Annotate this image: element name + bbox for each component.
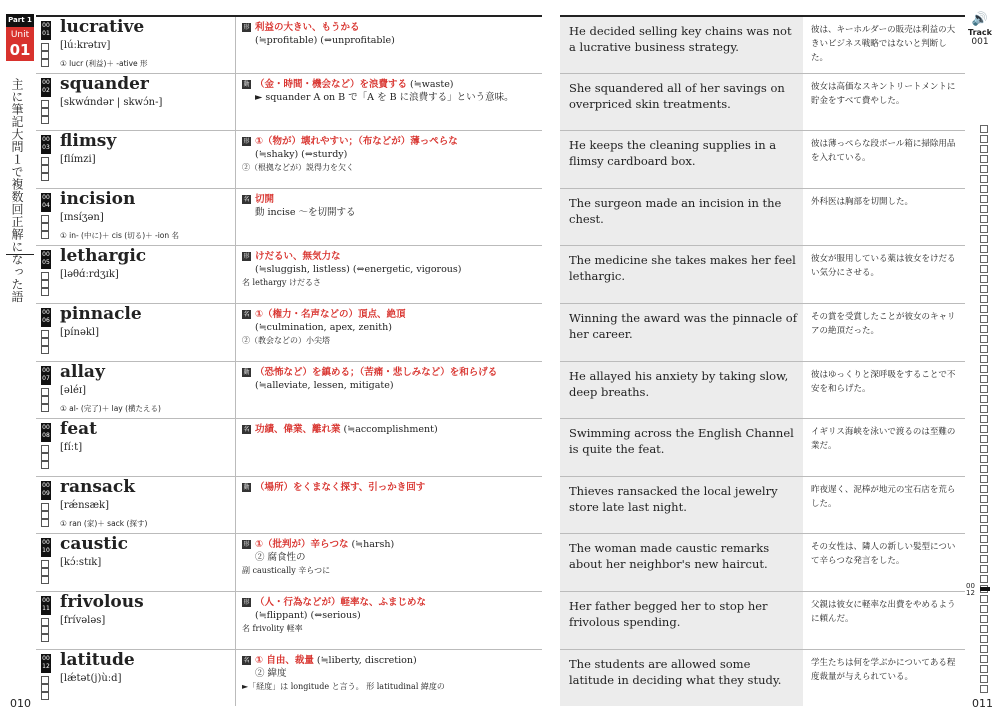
checkbox[interactable] bbox=[41, 388, 49, 396]
example-translation: その女性は、隣人の新しい髪型について辛らつな発言をした。 bbox=[811, 542, 956, 567]
part-of-speech-badge: 動 bbox=[243, 368, 250, 376]
entry-number: 00 06 bbox=[41, 308, 51, 327]
progress-box bbox=[980, 335, 988, 343]
example-sentence: The surgeon made an incision in the chest. bbox=[569, 195, 782, 226]
definition-main: ①（権力・名声などの）頂点、絶頂 bbox=[255, 308, 406, 320]
progress-box bbox=[980, 285, 988, 293]
definition bbox=[242, 654, 532, 693]
progress-box bbox=[980, 515, 988, 523]
part-of-speech-badge: 名 bbox=[243, 426, 250, 434]
checkbox[interactable] bbox=[41, 288, 49, 296]
headword: feat bbox=[60, 419, 97, 440]
checkbox[interactable] bbox=[41, 108, 49, 116]
entry-number: 00 10 bbox=[41, 538, 51, 557]
checkbox[interactable] bbox=[41, 503, 49, 511]
definition-line-3: 名 lethargy けだるさ bbox=[242, 278, 321, 288]
headword: caustic bbox=[60, 534, 128, 555]
divider bbox=[6, 254, 34, 255]
progress-box bbox=[980, 235, 988, 243]
entry-row bbox=[36, 533, 542, 591]
progress-box bbox=[980, 205, 988, 213]
progress-box bbox=[980, 645, 988, 653]
part-of-speech-badge: 形 bbox=[243, 253, 250, 261]
checkbox[interactable] bbox=[41, 676, 49, 684]
etymology: ① lucr (利益)＋ -ative 形 bbox=[60, 59, 148, 68]
pronunciation: [lúːkrətɪv] bbox=[60, 40, 111, 51]
checkbox[interactable] bbox=[41, 272, 49, 280]
progress-box bbox=[980, 605, 988, 613]
progress-box bbox=[980, 275, 988, 283]
definition-main: ①（物が）壊れやすい；（布などが）薄っぺらな bbox=[255, 136, 458, 148]
progress-box bbox=[980, 135, 988, 143]
checkbox[interactable] bbox=[41, 511, 49, 519]
column-divider bbox=[235, 477, 236, 534]
progress-box bbox=[980, 555, 988, 563]
checkbox[interactable] bbox=[41, 223, 49, 231]
pronunciation: [frívələs] bbox=[60, 614, 106, 626]
example-translation: 昨夜遅く、泥棒が地元の宝石店を荒らした。 bbox=[811, 484, 956, 509]
definition-line-2: (≒shaky) (⇔sturdy) bbox=[255, 149, 348, 161]
definition-line-2: (≒flippant) (⇔serious) bbox=[255, 609, 361, 621]
example-sentence: He decided selling key chains was not a lucrative business strategy. bbox=[569, 24, 792, 54]
progress-box bbox=[980, 425, 988, 433]
column-divider bbox=[235, 419, 236, 476]
definition bbox=[242, 193, 532, 219]
entry-number: 00 03 bbox=[41, 135, 51, 154]
pronunciation: [fíːt] bbox=[60, 442, 83, 454]
progress-box bbox=[980, 535, 988, 543]
headword: lucrative bbox=[60, 17, 145, 37]
progress-marker bbox=[980, 587, 990, 591]
progress-box bbox=[980, 415, 988, 423]
pronunciation: [lǽtət(j)ùːd] bbox=[60, 672, 122, 684]
headword: flimsy bbox=[60, 131, 117, 152]
entry-number: 00 02 bbox=[41, 78, 51, 97]
part-tab: Part 1 bbox=[6, 14, 34, 27]
progress-box bbox=[980, 315, 988, 323]
definition-main: ① 自由、裁量 bbox=[255, 654, 314, 666]
column-divider bbox=[235, 246, 236, 303]
definition bbox=[242, 596, 532, 635]
progress-box bbox=[980, 505, 988, 513]
definition-synonyms: (≒waste) bbox=[407, 78, 454, 90]
headword: frivolous bbox=[60, 591, 144, 612]
entry-row bbox=[36, 303, 542, 361]
etymology: ① ran (家)＋ sack (探す) bbox=[60, 518, 148, 528]
checkbox[interactable] bbox=[41, 280, 49, 288]
pronunciation: [ləθɑ́ːrdʒɪk] bbox=[60, 269, 119, 281]
example-row bbox=[560, 245, 965, 303]
progress-box bbox=[980, 215, 988, 223]
checkbox[interactable] bbox=[41, 519, 49, 527]
progress-box bbox=[980, 665, 988, 673]
example-translation: 父親は彼女に軽率な出費をやめるように頼んだ。 bbox=[811, 599, 956, 624]
checkbox[interactable] bbox=[41, 568, 49, 576]
progress-box bbox=[980, 525, 988, 533]
example-row bbox=[560, 15, 965, 73]
progress-label: 00 bbox=[966, 582, 975, 590]
entry-number: 00 11 bbox=[41, 596, 51, 615]
column-divider bbox=[235, 304, 236, 361]
checkbox[interactable] bbox=[41, 396, 49, 404]
checkbox[interactable] bbox=[41, 461, 49, 469]
definition-main: （人・行為などが）軽率な、ふまじめな bbox=[255, 596, 427, 608]
progress-box bbox=[980, 365, 988, 373]
example-translation: 彼女は高価なスキントリートメントに貯金をすべて費やした。 bbox=[811, 81, 956, 106]
progress-box bbox=[980, 125, 988, 133]
entry-row bbox=[36, 418, 542, 476]
example-row bbox=[560, 649, 965, 707]
example-row bbox=[560, 591, 965, 649]
example-row bbox=[560, 476, 965, 534]
checkbox[interactable] bbox=[41, 165, 49, 173]
definition bbox=[242, 538, 532, 577]
definition-line-3: ②（根拠などが）説得力を欠く bbox=[242, 163, 354, 173]
progress-box bbox=[980, 635, 988, 643]
example-sentence: The medicine she takes makes her feel lethargic. bbox=[569, 253, 796, 284]
example-translation: 彼はゆっくりと深呼吸をすることで不安を和らげた。 bbox=[811, 369, 956, 394]
checkbox[interactable] bbox=[41, 330, 49, 338]
entry-row bbox=[36, 15, 542, 73]
definition-main: 功績、偉業、離れ業 bbox=[255, 424, 341, 436]
track-number: 001 bbox=[971, 37, 989, 47]
column-divider bbox=[235, 650, 236, 707]
entry-number: 00 09 bbox=[41, 481, 51, 500]
entry-row bbox=[36, 245, 542, 303]
progress-box bbox=[980, 545, 988, 553]
page-number-right: 011 bbox=[972, 697, 993, 710]
column-divider bbox=[235, 362, 236, 419]
example-sentence: Winning the award was the pinnacle of her career. bbox=[569, 310, 797, 341]
definition bbox=[242, 135, 532, 174]
entry-row bbox=[36, 130, 542, 188]
audio-track[interactable] bbox=[965, 12, 995, 47]
example-translation: その賞を受賞したことが彼女のキャリアの絶頂だった。 bbox=[811, 311, 956, 336]
checkbox[interactable] bbox=[41, 634, 49, 642]
example-sentence: Swimming across the English Channel is quite the feat. bbox=[569, 426, 794, 457]
definition-main: 利益の大きい、もうかる bbox=[255, 22, 360, 33]
part-of-speech-badge: 動 bbox=[243, 483, 250, 491]
checkbox[interactable] bbox=[41, 100, 49, 108]
pronunciation: [rǽnsæk] bbox=[60, 499, 110, 511]
progress-box bbox=[980, 145, 988, 153]
checkbox[interactable] bbox=[41, 560, 49, 568]
progress-box bbox=[980, 385, 988, 393]
etymology: ① in- (中に)＋ cis (切る)＋ -ion 名 bbox=[60, 230, 180, 240]
pronunciation: [ɪnsíʒən] bbox=[60, 211, 104, 223]
example-sentence: She squandered all of her savings on overpriced skin treatments. bbox=[569, 80, 785, 111]
column-divider bbox=[235, 534, 236, 591]
checkbox[interactable] bbox=[41, 692, 49, 700]
progress-box bbox=[980, 495, 988, 503]
headword: ransack bbox=[60, 476, 136, 497]
unit-label: Unit bbox=[10, 30, 30, 40]
progress-box bbox=[980, 465, 988, 473]
example-row bbox=[560, 303, 965, 361]
definition-main: （場所）をくまなく探す、引っかき回す bbox=[255, 481, 426, 493]
entry-row bbox=[36, 649, 542, 707]
definition bbox=[242, 308, 532, 347]
definition-line-2: ② 腐食性の bbox=[255, 552, 306, 564]
progress-indicator bbox=[966, 583, 975, 597]
progress-box bbox=[980, 655, 988, 663]
progress-box bbox=[980, 405, 988, 413]
definition-line-3: ②（教会などの）小尖塔 bbox=[242, 335, 330, 345]
column-divider bbox=[235, 74, 236, 131]
definition-line-3: ►「経度」は longitude と言う。 形 latitudinal 緯度の bbox=[242, 681, 445, 691]
part-of-speech-badge: 形 bbox=[243, 24, 250, 31]
column-divider bbox=[235, 189, 236, 246]
headword: lethargic bbox=[60, 246, 147, 267]
progress-box bbox=[980, 345, 988, 353]
example-translation: 彼は、キーホルダーの販売は利益の大きいビジネス戦略ではないと判断した。 bbox=[811, 25, 956, 63]
progress-box bbox=[980, 475, 988, 483]
example-translation: 学生たちは何を学ぶかについてある程度裁量が与えられている。 bbox=[811, 657, 956, 682]
left-gutter bbox=[0, 0, 34, 723]
progress-box bbox=[980, 615, 988, 623]
example-sentence: The students are allowed some latitude in deciding what they study. bbox=[569, 656, 782, 687]
example-sentence: The woman made caustic remarks about her neighbor's new haircut. bbox=[569, 541, 770, 572]
example-translation: 外科医は胸部を切開した。 bbox=[811, 196, 914, 207]
pronunciation: [kɔ́ːstɪk] bbox=[60, 557, 102, 569]
progress-box bbox=[980, 435, 988, 443]
entry-number: 00 04 bbox=[41, 193, 51, 212]
checkbox[interactable] bbox=[41, 346, 49, 354]
example-translation: 彼女が服用している薬は彼女をけだるい気分にさせる。 bbox=[811, 254, 956, 279]
checkbox[interactable] bbox=[41, 445, 49, 453]
etymology: ① al- (完了)＋ lay (横たえる) bbox=[60, 403, 161, 413]
checkbox[interactable] bbox=[41, 173, 49, 181]
definition-line-2: (≒sluggish, listless) (⇔energetic, vigorous) bbox=[255, 264, 462, 276]
definition-line-2: 動 incise ～を切開する bbox=[255, 206, 356, 218]
example-row bbox=[560, 418, 965, 476]
progress-box bbox=[980, 185, 988, 193]
example-sentence: He keeps the cleaning supplies in a flimsy cardboard box. bbox=[569, 138, 777, 169]
column-divider bbox=[235, 592, 236, 649]
checkbox[interactable] bbox=[41, 404, 49, 412]
speaker-icon: 🔊 bbox=[971, 12, 989, 27]
example-sentence: Her father begged her to stop her frivolous spending. bbox=[569, 598, 768, 629]
checkbox[interactable] bbox=[41, 576, 49, 584]
example-row bbox=[560, 533, 965, 591]
definition-line-2: ② 緯度 bbox=[255, 667, 287, 679]
progress-box bbox=[980, 395, 988, 403]
progress-box bbox=[980, 155, 988, 163]
entry-number: 00 01 bbox=[41, 21, 51, 40]
definition-line-2: (≒culmination, apex, zenith) bbox=[255, 321, 392, 333]
definition-main: けだるい、無気力な bbox=[255, 251, 341, 263]
column-divider bbox=[235, 17, 236, 73]
progress-box bbox=[980, 485, 988, 493]
definition-line-2: (≒profitable) (⇔unprofitable) bbox=[255, 35, 395, 46]
checkbox[interactable] bbox=[41, 338, 49, 346]
checkbox[interactable] bbox=[41, 231, 49, 239]
entry-number: 00 08 bbox=[41, 423, 51, 442]
page-number-left: 010 bbox=[10, 697, 31, 710]
definition bbox=[242, 21, 532, 47]
progress-box bbox=[980, 565, 988, 573]
vocab-list bbox=[36, 15, 542, 706]
headword: pinnacle bbox=[60, 303, 142, 324]
definition-main: （金・時間・機会など）を浪費する bbox=[255, 78, 408, 90]
entry-number: 00 12 bbox=[41, 654, 51, 673]
checkbox[interactable] bbox=[41, 59, 49, 67]
example-row bbox=[560, 130, 965, 188]
example-row bbox=[560, 361, 965, 419]
progress-checkboxes bbox=[980, 125, 988, 695]
headword: latitude bbox=[60, 649, 135, 670]
entry-row bbox=[36, 188, 542, 246]
definition-main: ①（批判が）辛らつな bbox=[255, 539, 349, 551]
definition-line-3: 名 frivolity 軽率 bbox=[242, 623, 303, 633]
definition-line-2: ► squander A on B で「A を B に浪費する」という意味。 bbox=[255, 91, 514, 103]
part-of-speech-badge: 動 bbox=[243, 80, 250, 88]
headword: squander bbox=[60, 73, 149, 94]
checkbox[interactable] bbox=[41, 626, 49, 634]
definition-line-3: 副 caustically 辛らつに bbox=[242, 566, 331, 576]
example-sentence: Thieves ransacked the local jewelry store late last night. bbox=[569, 483, 778, 514]
headword: incision bbox=[60, 188, 136, 209]
definition-synonyms: (≒accomplishment) bbox=[340, 424, 438, 436]
unit-number: 01 bbox=[9, 41, 31, 59]
pronunciation: [əléɪ] bbox=[60, 384, 87, 396]
example-row bbox=[560, 188, 965, 246]
progress-box bbox=[980, 175, 988, 183]
part-of-speech-badge: 名 bbox=[243, 656, 250, 664]
progress-box bbox=[980, 685, 988, 693]
part-of-speech-badge: 形 bbox=[243, 598, 250, 606]
progress-box bbox=[980, 165, 988, 173]
progress-box bbox=[980, 225, 988, 233]
definition-main: （恐怖など）を鎮める；（苦痛・悲しみなど）を和らげる bbox=[255, 366, 498, 378]
checkbox[interactable] bbox=[41, 215, 49, 223]
definition bbox=[242, 366, 532, 392]
progress-box bbox=[980, 675, 988, 683]
checkbox[interactable] bbox=[41, 453, 49, 461]
definition bbox=[242, 250, 532, 289]
entry-row bbox=[36, 73, 542, 131]
section-title: 主に筆記大問１で複数回正解になった語 bbox=[10, 78, 24, 303]
example-translation: 彼は薄っぺらな段ボール箱に掃除用品を入れている。 bbox=[811, 139, 956, 164]
progress-box bbox=[980, 265, 988, 273]
part-of-speech-badge: 形 bbox=[243, 541, 250, 549]
checkbox[interactable] bbox=[41, 684, 49, 692]
progress-box bbox=[980, 305, 988, 313]
part-of-speech-badge: 名 bbox=[243, 195, 250, 203]
entry-number: 00 05 bbox=[41, 250, 51, 269]
progress-box bbox=[980, 195, 988, 203]
progress-box bbox=[980, 445, 988, 453]
checkbox[interactable] bbox=[41, 51, 49, 59]
entry-row bbox=[36, 361, 542, 419]
progress-box bbox=[980, 355, 988, 363]
entry-row bbox=[36, 591, 542, 649]
checkbox[interactable] bbox=[41, 116, 49, 124]
part-of-speech-badge: 名 bbox=[243, 310, 250, 318]
example-row bbox=[560, 73, 965, 131]
progress-box bbox=[980, 625, 988, 633]
progress-box bbox=[980, 295, 988, 303]
unit-tab bbox=[6, 27, 34, 61]
progress-box bbox=[980, 575, 988, 583]
definition-main: 切開 bbox=[255, 193, 275, 205]
definition-line-2: (≒alleviate, lessen, mitigate) bbox=[255, 379, 394, 391]
progress-sub: 12 bbox=[966, 589, 975, 597]
definition-synonyms: (≒harsh) bbox=[348, 539, 395, 551]
checkbox[interactable] bbox=[41, 43, 49, 51]
progress-box bbox=[980, 325, 988, 333]
definition bbox=[242, 423, 532, 436]
pronunciation: [flímzi] bbox=[60, 154, 96, 166]
progress-box bbox=[980, 245, 988, 253]
column-divider bbox=[235, 131, 236, 188]
definition bbox=[242, 481, 532, 494]
example-translation: イギリス海峡を泳いで渡るのは至難の業だ。 bbox=[811, 427, 956, 452]
checkbox[interactable] bbox=[41, 157, 49, 165]
track-label: Track bbox=[968, 28, 992, 37]
pronunciation: [skwɑ́ndər | skwɔ́n-] bbox=[60, 96, 163, 108]
example-list bbox=[560, 15, 965, 706]
part-of-speech-badge: 形 bbox=[243, 138, 250, 146]
progress-box bbox=[980, 595, 988, 603]
definition bbox=[242, 78, 532, 104]
entry-number: 00 07 bbox=[41, 366, 51, 385]
pronunciation: [pínəkl] bbox=[60, 326, 100, 338]
entry-row bbox=[36, 476, 542, 534]
progress-box bbox=[980, 375, 988, 383]
definition-synonyms: (≒liberty, discretion) bbox=[313, 654, 417, 666]
progress-box bbox=[980, 255, 988, 263]
checkbox[interactable] bbox=[41, 618, 49, 626]
example-sentence: He allayed his anxiety by taking slow, deep breaths. bbox=[569, 368, 789, 399]
progress-box bbox=[980, 455, 988, 463]
headword: allay bbox=[60, 361, 105, 382]
